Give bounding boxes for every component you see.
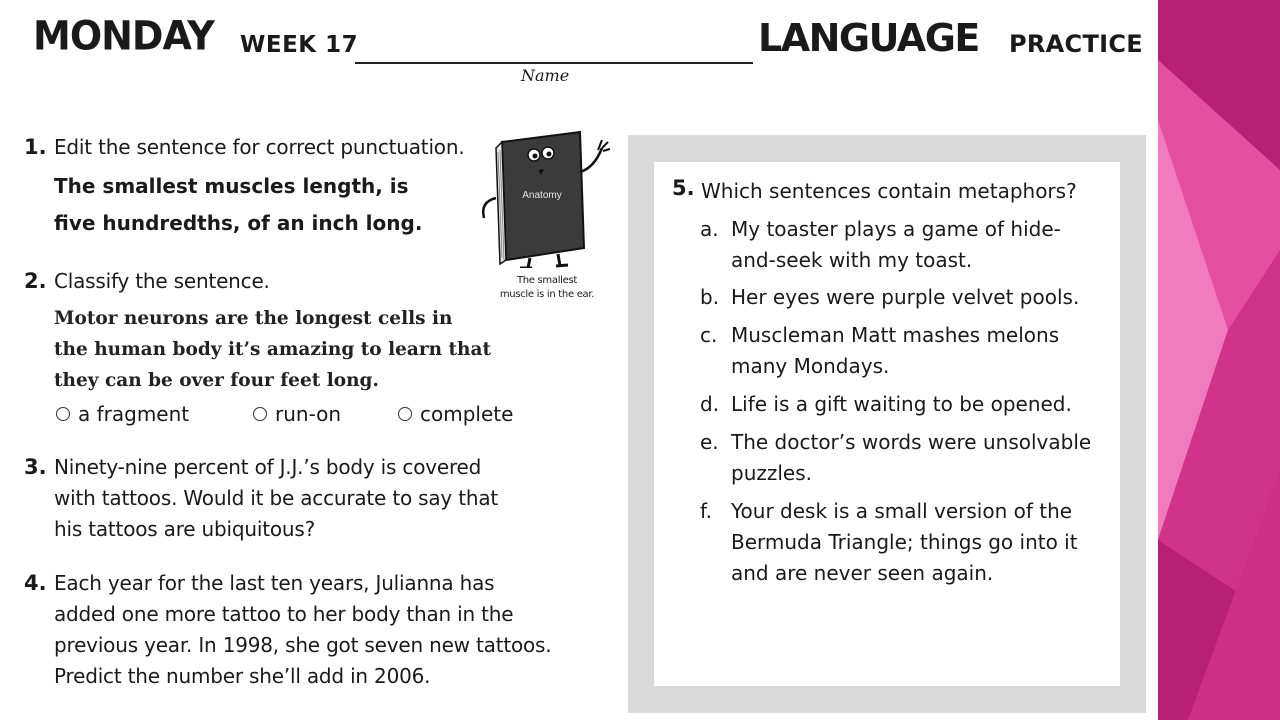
name-line xyxy=(355,62,753,64)
question-4-line-2: added one more tattoo to her body than in the xyxy=(54,602,514,626)
question-1-sentence-line-2: five hundredths, of an inch long. xyxy=(54,211,423,235)
choice-f-line-3: and are never seen again. xyxy=(731,561,994,585)
choice-d xyxy=(700,389,1110,420)
option-fragment[interactable] xyxy=(56,402,189,426)
question-3-line-3: his tattoos are ubiquitous? xyxy=(54,517,315,541)
slide-accent-decoration xyxy=(1158,0,1280,720)
choice-a xyxy=(700,214,1110,276)
option-complete-label: complete xyxy=(420,402,514,426)
choice-a-line-1: My toaster plays a game of hide- xyxy=(731,217,1061,241)
book-caption xyxy=(492,274,602,302)
choice-f-line-1: Your desk is a small version of the xyxy=(731,499,1073,523)
option-complete[interactable] xyxy=(398,402,513,426)
radio-circle-icon[interactable] xyxy=(398,407,412,421)
option-run-on[interactable] xyxy=(253,402,341,426)
choice-b xyxy=(700,282,1110,313)
radio-circle-icon[interactable] xyxy=(56,407,70,421)
anatomy-book-illustration xyxy=(472,128,622,268)
choice-letter: f. xyxy=(700,499,712,523)
question-2-prompt: Classify the sentence. xyxy=(54,269,270,293)
choice-e xyxy=(700,427,1110,489)
name-label: Name xyxy=(521,66,570,85)
question-1-prompt: Edit the sentence for correct punctuation. xyxy=(54,135,465,159)
question-2-sentence-line-2: the human body it’s amazing to learn that xyxy=(54,339,492,360)
question-3-line-2: with tattoos. Would it be accurate to say that xyxy=(54,486,499,510)
question-2-sentence-line-3: they can be over four feet long. xyxy=(54,370,379,391)
question-4-line-4: Predict the number she’ll add in 2006. xyxy=(54,664,431,688)
option-fragment-label: a fragment xyxy=(78,402,190,426)
question-2-sentence-line-1: Motor neurons are the longest cells in xyxy=(54,308,453,329)
choice-f-line-2: Bermuda Triangle; things go into it xyxy=(731,530,1078,554)
question-3-line-1: Ninety-nine percent of J.J.’s body is covered xyxy=(54,455,482,479)
choice-c-line-2: many Mondays. xyxy=(731,354,890,378)
choice-letter: a. xyxy=(700,217,719,241)
question-5-prompt: Which sentences contain metaphors? xyxy=(701,179,1077,203)
choice-d-line-1: Life is a gift waiting to be opened. xyxy=(731,392,1072,416)
choice-e-line-1: The doctor’s words were unsolvable xyxy=(731,430,1092,454)
book-caption-line-2: muscle is in the ear. xyxy=(499,289,595,300)
choice-letter: d. xyxy=(700,392,720,416)
question-2-number: 2. xyxy=(24,269,47,293)
choice-b-line-1: Her eyes were purple velvet pools. xyxy=(731,285,1080,309)
choice-e-line-2: puzzles. xyxy=(731,461,813,485)
choice-letter: b. xyxy=(700,285,720,309)
choice-letter: c. xyxy=(700,323,718,347)
question-1-number: 1. xyxy=(24,135,47,159)
question-4-line-1: Each year for the last ten years, Julianna has xyxy=(54,571,495,595)
choice-letter: e. xyxy=(700,430,719,454)
subject-title: LANGUAGE xyxy=(758,16,979,60)
question-4-number: 4. xyxy=(24,571,47,595)
practice-label: PRACTICE xyxy=(1009,30,1143,58)
day-title: MONDAY xyxy=(33,12,214,60)
question-4-line-3: previous year. In 1998, she got seven new tattoos. xyxy=(54,633,552,657)
choice-c-line-1: Muscleman Matt mashes melons xyxy=(731,323,1060,347)
week-label: WEEK 17 xyxy=(240,32,359,58)
option-run-on-label: run-on xyxy=(275,402,342,426)
book-caption-line-1: The smallest xyxy=(516,275,578,286)
question-3-number: 3. xyxy=(24,455,47,479)
choice-f xyxy=(700,496,1110,589)
choice-a-line-2: and-seek with my toast. xyxy=(731,248,973,272)
choice-c xyxy=(700,320,1110,382)
book-title: Anatomy xyxy=(522,190,562,201)
question-1-sentence-line-1: The smallest muscles length, is xyxy=(54,174,409,198)
question-5-number: 5. xyxy=(672,176,695,200)
radio-circle-icon[interactable] xyxy=(253,407,267,421)
